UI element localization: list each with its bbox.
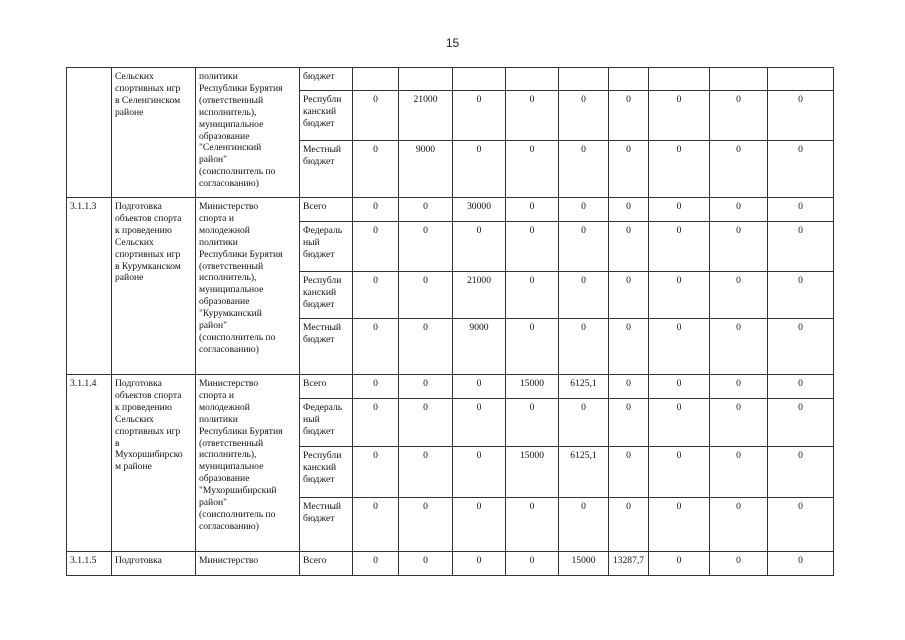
- amount-cell: 0: [506, 141, 559, 198]
- amount-cell: [506, 68, 559, 91]
- amount-cell: 0: [649, 319, 710, 375]
- amount-cell: 0: [353, 91, 399, 141]
- amount-cell: [710, 68, 768, 91]
- amount-cell: 0: [710, 498, 768, 552]
- amount-cell: 0: [768, 198, 834, 222]
- amount-cell: 0: [453, 91, 506, 141]
- funding-source: Республи канский бюджет: [300, 91, 353, 141]
- amount-cell: 0: [353, 319, 399, 375]
- amount-cell: 9000: [399, 141, 453, 198]
- amount-cell: 0: [649, 552, 710, 576]
- amount-cell: 9000: [453, 319, 506, 375]
- amount-cell: 0: [399, 375, 453, 399]
- event-name: Подготовка: [112, 552, 196, 576]
- amount-cell: 0: [559, 91, 609, 141]
- amount-cell: 0: [768, 222, 834, 272]
- amount-cell: 0: [506, 222, 559, 272]
- amount-cell: 0: [649, 498, 710, 552]
- executor-name: Министерство: [196, 552, 300, 576]
- amount-cell: 0: [559, 222, 609, 272]
- amount-cell: [559, 68, 609, 91]
- amount-cell: 0: [649, 222, 710, 272]
- amount-cell: 0: [710, 399, 768, 447]
- amount-cell: 0: [649, 141, 710, 198]
- amount-cell: 0: [453, 222, 506, 272]
- amount-cell: 0: [710, 272, 768, 319]
- amount-cell: [609, 68, 649, 91]
- amount-cell: 0: [399, 498, 453, 552]
- amount-cell: 0: [399, 198, 453, 222]
- amount-cell: 0: [710, 141, 768, 198]
- amount-cell: 15000: [506, 447, 559, 498]
- amount-cell: 21000: [453, 272, 506, 319]
- amount-cell: 0: [353, 141, 399, 198]
- amount-cell: 6125,1: [559, 447, 609, 498]
- budget-table: [66, 67, 834, 576]
- amount-cell: 15000: [559, 552, 609, 576]
- amount-cell: 0: [453, 552, 506, 576]
- amount-cell: [453, 68, 506, 91]
- table-row: [67, 375, 834, 399]
- item-code: [67, 68, 112, 198]
- funding-source: Всего: [300, 552, 353, 576]
- amount-cell: 0: [609, 198, 649, 222]
- event-name: Сельских спортивных игр в Селенгинском районе: [112, 68, 196, 198]
- amount-cell: 0: [399, 272, 453, 319]
- executor-name: Министерство спорта и молодежной политики Республики Бурятия (ответственный исполнитель), муниципальное образование "Мухоршибирский район" (соисполнитель по согласованию): [196, 375, 300, 552]
- amount-cell: 0: [609, 319, 649, 375]
- amount-cell: 0: [768, 141, 834, 198]
- funding-source: Республи канский бюджет: [300, 447, 353, 498]
- amount-cell: 0: [506, 91, 559, 141]
- amount-cell: 30000: [453, 198, 506, 222]
- amount-cell: 0: [399, 399, 453, 447]
- amount-cell: 0: [353, 272, 399, 319]
- table-row: [67, 68, 834, 91]
- item-code: 3.1.1.3: [67, 198, 112, 375]
- amount-cell: 0: [506, 552, 559, 576]
- funding-source: Местный бюджет: [300, 141, 353, 198]
- amount-cell: 0: [649, 272, 710, 319]
- amount-cell: 0: [353, 498, 399, 552]
- amount-cell: 0: [649, 399, 710, 447]
- amount-cell: 0: [609, 222, 649, 272]
- amount-cell: 0: [609, 498, 649, 552]
- funding-source: Местный бюджет: [300, 319, 353, 375]
- amount-cell: 0: [649, 198, 710, 222]
- amount-cell: 0: [559, 272, 609, 319]
- amount-cell: 0: [649, 375, 710, 399]
- amount-cell: 0: [768, 447, 834, 498]
- amount-cell: 6125,1: [559, 375, 609, 399]
- amount-cell: 0: [399, 319, 453, 375]
- amount-cell: 0: [353, 198, 399, 222]
- item-code: 3.1.1.4: [67, 375, 112, 552]
- amount-cell: 0: [453, 375, 506, 399]
- event-name: Подготовка объектов спорта к проведению Сельских спортивных игр в Курумканском районе: [112, 198, 196, 375]
- amount-cell: 0: [649, 91, 710, 141]
- amount-cell: 0: [559, 319, 609, 375]
- amount-cell: 0: [768, 319, 834, 375]
- amount-cell: 0: [506, 272, 559, 319]
- amount-cell: 0: [609, 399, 649, 447]
- amount-cell: 0: [559, 498, 609, 552]
- amount-cell: 0: [710, 222, 768, 272]
- funding-source: Всего: [300, 198, 353, 222]
- funding-source: Федераль ный бюджет: [300, 399, 353, 447]
- amount-cell: 0: [506, 399, 559, 447]
- amount-cell: 0: [710, 552, 768, 576]
- amount-cell: [353, 68, 399, 91]
- amount-cell: 0: [710, 91, 768, 141]
- amount-cell: 0: [353, 552, 399, 576]
- amount-cell: [649, 68, 710, 91]
- amount-cell: 13287,7: [609, 552, 649, 576]
- amount-cell: 0: [353, 222, 399, 272]
- funding-source: Республи канский бюджет: [300, 272, 353, 319]
- table-row: [67, 552, 834, 576]
- amount-cell: 0: [609, 141, 649, 198]
- amount-cell: [768, 68, 834, 91]
- amount-cell: 0: [353, 399, 399, 447]
- amount-cell: 0: [453, 447, 506, 498]
- amount-cell: 0: [559, 399, 609, 447]
- table-row: [67, 198, 834, 222]
- amount-cell: 0: [353, 447, 399, 498]
- amount-cell: 0: [649, 447, 710, 498]
- amount-cell: 0: [453, 141, 506, 198]
- amount-cell: 0: [506, 319, 559, 375]
- amount-cell: 0: [399, 552, 453, 576]
- amount-cell: 0: [710, 319, 768, 375]
- amount-cell: 0: [609, 375, 649, 399]
- item-code: 3.1.1.5: [67, 552, 112, 576]
- amount-cell: 0: [559, 141, 609, 198]
- executor-name: политики Республики Бурятия (ответственный исполнитель), муниципальное образование "Селенгинский район" (соисполнитель по согласованию): [196, 68, 300, 198]
- amount-cell: 0: [768, 498, 834, 552]
- amount-cell: [399, 68, 453, 91]
- amount-cell: 0: [399, 222, 453, 272]
- amount-cell: 0: [559, 198, 609, 222]
- amount-cell: 21000: [399, 91, 453, 141]
- executor-name: Министерство спорта и молодежной политики Республики Бурятия (ответственный исполнитель), муниципальное образование "Курумканский район" (соисполнитель по согласованию): [196, 198, 300, 375]
- amount-cell: 0: [353, 375, 399, 399]
- amount-cell: 0: [399, 447, 453, 498]
- amount-cell: 0: [710, 198, 768, 222]
- amount-cell: 15000: [506, 375, 559, 399]
- amount-cell: 0: [609, 91, 649, 141]
- amount-cell: 0: [710, 447, 768, 498]
- amount-cell: 0: [506, 198, 559, 222]
- amount-cell: 0: [453, 399, 506, 447]
- amount-cell: 0: [768, 91, 834, 141]
- amount-cell: 0: [768, 399, 834, 447]
- amount-cell: 0: [609, 272, 649, 319]
- amount-cell: 0: [506, 498, 559, 552]
- event-name: Подготовка объектов спорта к проведению Сельских спортивных игр в Мухоршибирско м районе: [112, 375, 196, 552]
- funding-source: Федераль ный бюджет: [300, 222, 353, 272]
- amount-cell: 0: [768, 552, 834, 576]
- page-number: 15: [445, 36, 460, 50]
- amount-cell: 0: [453, 498, 506, 552]
- amount-cell: 0: [768, 272, 834, 319]
- funding-source: Местный бюджет: [300, 498, 353, 552]
- amount-cell: 0: [768, 375, 834, 399]
- amount-cell: 0: [609, 447, 649, 498]
- funding-source: бюджет: [300, 68, 353, 91]
- funding-source: Всего: [300, 375, 353, 399]
- amount-cell: 0: [710, 375, 768, 399]
